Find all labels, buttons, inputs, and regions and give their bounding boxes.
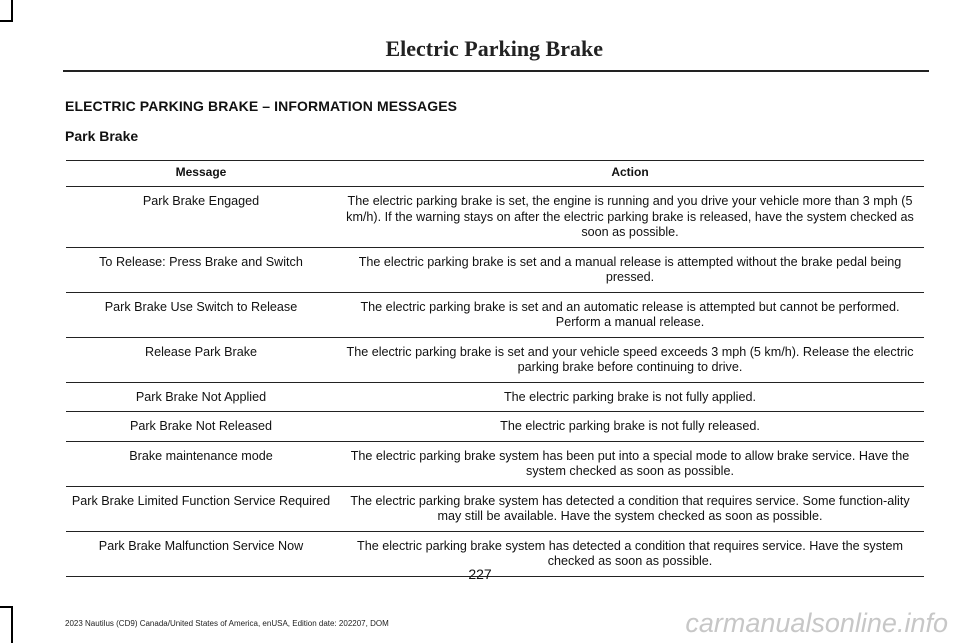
message-cell: Park Brake Use Switch to Release	[66, 292, 336, 337]
action-cell: The electric parking brake is not fully released.	[336, 412, 924, 442]
page-number: 227	[468, 566, 492, 582]
action-cell: The electric parking brake is not fully applied.	[336, 382, 924, 412]
table-row	[66, 187, 924, 248]
header-divider	[63, 70, 929, 72]
subsection-title: Park Brake	[65, 128, 139, 144]
table-row	[66, 337, 924, 382]
message-cell: To Release: Press Brake and Switch	[66, 247, 336, 292]
page-header-title: Electric Parking Brake	[385, 36, 603, 61]
message-cell: Park Brake Not Applied	[66, 382, 336, 412]
message-cell: Park Brake Limited Function Service Required	[66, 486, 336, 531]
table-header-row	[66, 161, 924, 187]
table-row	[66, 247, 924, 292]
watermark-text: carmanualsonline.info	[685, 608, 948, 638]
section-title: ELECTRIC PARKING BRAKE – INFORMATION MESSAGES	[65, 98, 458, 114]
action-cell: The electric parking brake is set and your vehicle speed exceeds 3 mph (5 km/h). Release the electric parking brake before continuing to drive.	[336, 337, 924, 382]
message-cell: Park Brake Not Released	[66, 412, 336, 442]
action-cell: The electric parking brake system has detected a condition that requires service. Some function-ality may still be available. Have the system checked as soon as possible.	[336, 486, 924, 531]
table-row	[66, 292, 924, 337]
crop-mark-bottom-left	[0, 606, 13, 608]
column-header-message: Message	[66, 161, 336, 187]
crop-mark-top-left	[11, 0, 13, 22]
action-cell: The electric parking brake is set, the engine is running and you drive your vehicle more than 3 mph (5 km/h). If the warning stays on after the electric parking brake is released, have the system checked as soon as possible.	[336, 187, 924, 248]
crop-mark-bottom-left	[11, 606, 13, 643]
message-cell: Park Brake Engaged	[66, 187, 336, 248]
table-row	[66, 441, 924, 486]
message-cell: Park Brake Malfunction Service Now	[66, 531, 336, 576]
message-cell: Release Park Brake	[66, 337, 336, 382]
action-cell: The electric parking brake system has been put into a special mode to allow brake service. Have the system checked as soon as possible.	[336, 441, 924, 486]
table-row	[66, 412, 924, 442]
information-messages-table	[66, 160, 924, 577]
table-row	[66, 382, 924, 412]
action-cell: The electric parking brake is set and a manual release is attempted without the brake pedal being pressed.	[336, 247, 924, 292]
table-row	[66, 486, 924, 531]
edition-footer: 2023 Nautilus (CD9) Canada/United States of America, enUSA, Edition date: 202207, DOM	[65, 619, 389, 628]
crop-mark-top-left	[0, 20, 13, 22]
action-cell: The electric parking brake is set and an automatic release is attempted but cannot be performed. Perform a manual release.	[336, 292, 924, 337]
column-header-action: Action	[336, 161, 924, 187]
message-cell: Brake maintenance mode	[66, 441, 336, 486]
action-cell: The electric parking brake system has detected a condition that requires service. Have the system checked as soon as possible.	[336, 531, 924, 576]
